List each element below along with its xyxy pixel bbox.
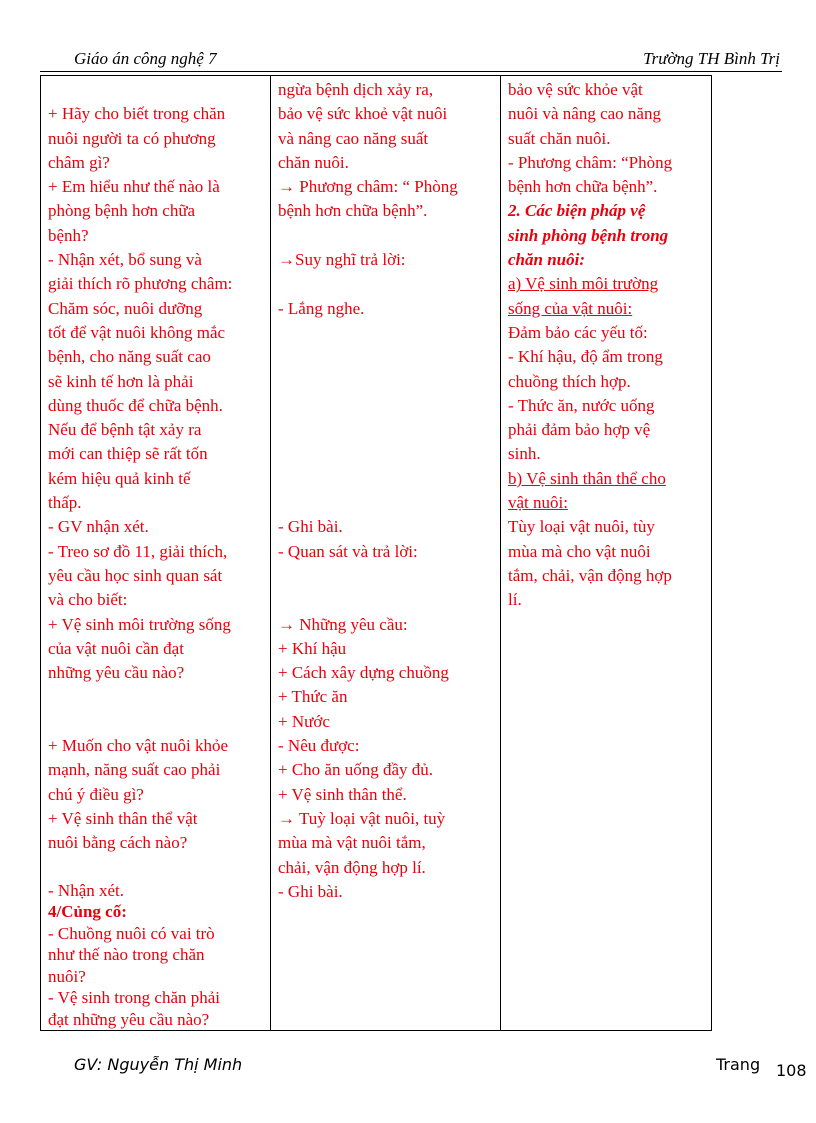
text-line: - Phương châm: “Phòng bbox=[508, 152, 673, 172]
text-line bbox=[278, 442, 494, 466]
text-line: - Treo sơ đồ 11, giải thích, bbox=[48, 541, 228, 561]
text-line: mạnh, năng suất cao phải bbox=[48, 760, 221, 780]
text-line: - Nhận xét. bbox=[48, 880, 125, 900]
text-line: chú ý điều gì? bbox=[48, 784, 144, 804]
text-line: → Tuỳ loại vật nuôi, tuỳ bbox=[278, 808, 446, 828]
text-line: bảo vệ sức khỏe vật bbox=[508, 80, 643, 99]
text-line: nuôi và nâng cao năng bbox=[508, 104, 661, 124]
footer-teacher-name: GV: Nguyễn Thị Minh bbox=[74, 1055, 243, 1074]
text-line: 2. Các biện pháp vệ bbox=[508, 201, 646, 221]
text-line: - Ghi bài. bbox=[278, 881, 343, 901]
text-line: - GV nhận xét. bbox=[48, 517, 149, 537]
text-line: + Hãy cho biết trong chăn bbox=[48, 104, 226, 124]
text-line: - Thức ăn, nước uống bbox=[508, 395, 655, 415]
text-line bbox=[278, 321, 494, 345]
text-line: - Nhận xét, bổ sung và bbox=[48, 250, 202, 270]
text-line: Chăm sóc, nuôi dưỡng bbox=[48, 298, 203, 318]
text-line: b) Vệ sinh thân thể cho bbox=[508, 468, 666, 488]
text-line: và cho biết: bbox=[48, 590, 128, 610]
text-line bbox=[48, 685, 264, 709]
text-line: ngừa bệnh dịch xảy ra, bbox=[278, 80, 434, 99]
text-line: mới can thiệp sẽ rất tốn bbox=[48, 444, 208, 464]
text-line: a) Vệ sinh môi trường bbox=[508, 274, 659, 294]
text-line: → Những yêu cầu: bbox=[278, 614, 408, 634]
text-line: bảo vệ sức khoẻ vật nuôi bbox=[278, 104, 448, 124]
text-line: chuồng thích hợp. bbox=[508, 371, 631, 391]
lesson-content-column bbox=[501, 76, 712, 1031]
text-line: + Thức ăn bbox=[278, 687, 348, 707]
footer-page-label: Trang bbox=[716, 1055, 761, 1074]
text-line: + Cách xây dựng chuồng bbox=[278, 663, 449, 683]
table-row bbox=[41, 76, 712, 1031]
text-line: + Cho ăn uống đầy đủ. bbox=[278, 760, 434, 780]
text-line bbox=[278, 224, 494, 248]
text-line: Tùy loại vật nuôi, tùy bbox=[508, 517, 655, 537]
text-line: Nếu để bệnh tật xảy ra bbox=[48, 420, 202, 440]
text-line: của vật nuôi cần đạt bbox=[48, 638, 184, 658]
text-line: Đảm bảo các yếu tố: bbox=[508, 322, 648, 342]
text-line: + Em hiểu như thế nào là bbox=[48, 177, 220, 197]
text-line: sinh phòng bệnh trong bbox=[508, 225, 669, 245]
text-line: mùa mà vật nuôi tắm, bbox=[278, 833, 426, 853]
student-activity-column bbox=[271, 76, 501, 1031]
header-divider bbox=[40, 71, 782, 72]
text-line: giải thích rõ phương châm: bbox=[48, 274, 233, 294]
text-line: - Chuồng nuôi có vai trò bbox=[48, 923, 215, 943]
text-line: - Nêu được: bbox=[278, 736, 360, 756]
text-line: mùa mà cho vật nuôi bbox=[508, 541, 651, 561]
text-line: châm gì? bbox=[48, 152, 110, 172]
student-lines bbox=[278, 78, 494, 904]
text-line: phòng bệnh hơn chữa bbox=[48, 201, 196, 221]
text-line bbox=[278, 564, 494, 588]
text-line: tắm, chải, vận động hợp bbox=[508, 565, 672, 585]
text-line: - Quan sát và trả lời: bbox=[278, 541, 418, 561]
text-line: - Lắng nghe. bbox=[278, 298, 365, 318]
text-line: đạt những yêu cầu nào? bbox=[48, 1009, 210, 1029]
teacher-closing-lines bbox=[48, 880, 264, 1031]
text-line: dùng thuốc để chữa bệnh. bbox=[48, 395, 223, 415]
text-line bbox=[278, 272, 494, 296]
text-line bbox=[278, 588, 494, 612]
text-line: + Vệ sinh môi trường sống bbox=[48, 614, 231, 634]
text-line: sẽ kinh tế hơn là phải bbox=[48, 371, 194, 391]
text-line: + Khí hậu bbox=[278, 638, 347, 658]
text-line: phải đảm bảo hợp vệ bbox=[508, 420, 651, 440]
text-line: sinh. bbox=[508, 444, 541, 464]
text-line: - Ghi bài. bbox=[278, 517, 343, 537]
text-line bbox=[278, 394, 494, 418]
text-line: yêu cầu học sinh quan sát bbox=[48, 565, 223, 585]
text-line: suất chăn nuôi. bbox=[508, 128, 611, 148]
text-line: chăn nuôi: bbox=[508, 250, 585, 270]
text-line: vật nuôi: bbox=[508, 493, 568, 513]
text-line bbox=[278, 370, 494, 394]
text-line: thấp. bbox=[48, 493, 82, 513]
text-line: nuôi bằng cách nào? bbox=[48, 833, 188, 853]
text-line: kém hiệu quả kinh tế bbox=[48, 468, 191, 488]
text-line: →Suy nghĩ trả lời: bbox=[278, 250, 406, 270]
text-line: bệnh? bbox=[48, 225, 89, 245]
text-line: sống của vật nuôi: bbox=[508, 298, 633, 318]
text-line bbox=[278, 467, 494, 491]
text-line: → Phương châm: “ Phòng bbox=[278, 177, 458, 197]
text-line: + Muốn cho vật nuôi khỏe bbox=[48, 736, 229, 756]
text-line: - Vệ sinh trong chăn phải bbox=[48, 988, 221, 1008]
text-line: nuôi? bbox=[48, 966, 86, 986]
text-line: chăn nuôi. bbox=[278, 152, 349, 172]
text-line: như thế nào trong chăn bbox=[48, 945, 205, 965]
text-line bbox=[278, 491, 494, 515]
text-line: và nâng cao năng suất bbox=[278, 128, 429, 148]
text-line bbox=[278, 345, 494, 369]
teacher-lines bbox=[48, 78, 264, 880]
text-line: chải, vận động hợp lí. bbox=[278, 857, 426, 877]
text-line: + Vệ sinh thân thể. bbox=[278, 784, 407, 804]
teacher-activity-column bbox=[41, 76, 271, 1031]
text-line: nuôi người ta có phương bbox=[48, 128, 216, 148]
text-line bbox=[48, 856, 264, 880]
text-line bbox=[278, 418, 494, 442]
text-line: tốt để vật nuôi không mắc bbox=[48, 322, 226, 342]
text-line: những yêu cầu nào? bbox=[48, 663, 185, 683]
text-line: bệnh hơn chữa bệnh”. bbox=[508, 177, 658, 197]
text-line: bệnh hơn chữa bệnh”. bbox=[278, 201, 428, 221]
text-line: bệnh, cho năng suất cao bbox=[48, 347, 211, 367]
text-line bbox=[48, 78, 264, 102]
lesson-table bbox=[40, 75, 712, 1031]
text-line: + Vệ sinh thân thể vật bbox=[48, 808, 198, 828]
text-line bbox=[48, 710, 264, 734]
text-line: lí. bbox=[508, 590, 522, 610]
header-subject: Giáo án công nghệ 7 bbox=[74, 49, 217, 68]
content-lines bbox=[508, 78, 705, 613]
header-school: Trường TH Bình Trị bbox=[643, 49, 780, 68]
text-line: 4/Củng cố: bbox=[48, 902, 127, 922]
text-line: - Khí hậu, độ ẩm trong bbox=[508, 347, 663, 367]
text-line: + Nước bbox=[278, 711, 330, 731]
footer-page-number: 108 bbox=[776, 1061, 807, 1080]
